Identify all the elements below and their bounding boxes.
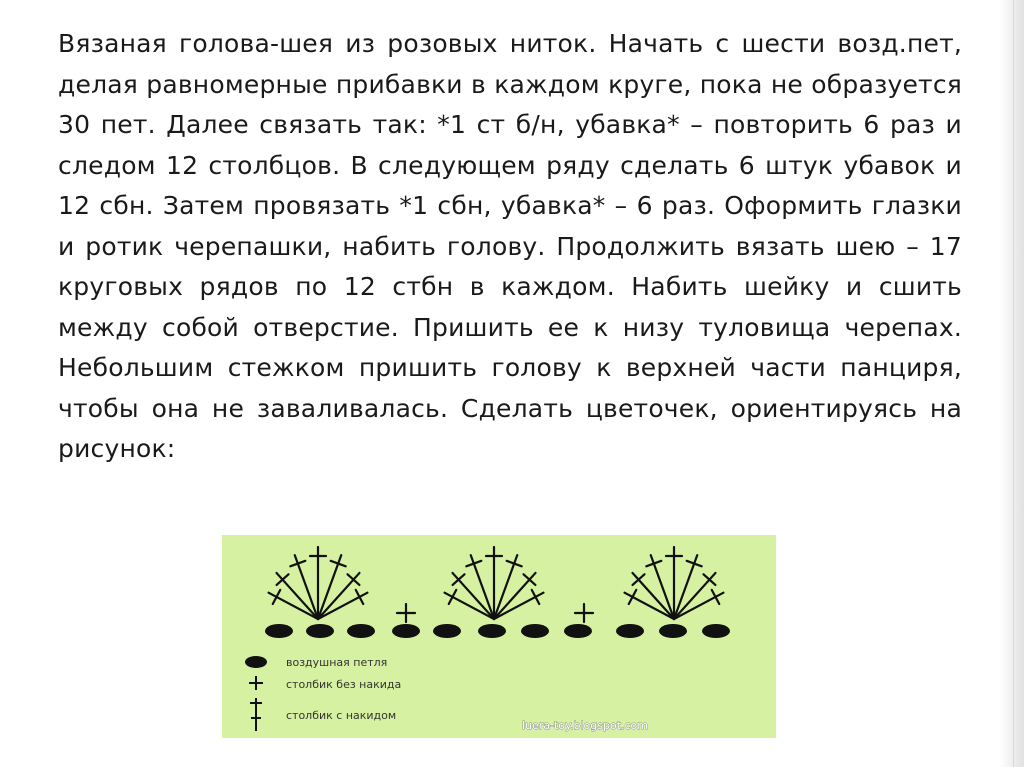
slide-edge-line xyxy=(1013,0,1014,767)
chain-stitch xyxy=(659,624,687,638)
chain-stitch xyxy=(306,624,334,638)
legend-single-crochet-symbol xyxy=(249,676,263,690)
crochet-flower-diagram xyxy=(222,535,776,738)
legend xyxy=(245,656,401,731)
slide-edge-shade xyxy=(1000,0,1024,767)
chain-stitch xyxy=(616,624,644,638)
chain-stitch xyxy=(433,624,461,638)
instructions-paragraph: Вязаная голова-шея из розовых ниток. Начать с шести возд.пет, делая равномерные прибавки в каждом круге, пока не образуется 30 пет. Далее связать так: *1 ст б/н, убавка* – повторить 6 раз и следом 12 столбцов. В следующем ряду сделать 6 штук убавок и 12 сбн. Затем провязать *1 сбн, убавка* – 6 раз. Оформить глазки и ротик черепашки, набить голову. Продолжить вязать шею – 17 круговых рядов по 12 стбн в каждом. Набить шейку и сшить между собой отверстие. Пришить ее к низу туловища черепах. Небольшим стежком пришить голову к верхней части панциря, чтобы она не заваливалась. Сделать цветочек, ориентируясь на рисунок: xyxy=(58,29,962,463)
legend-chain-label: воздушная петля xyxy=(286,656,388,669)
diagram-svg xyxy=(222,535,776,738)
chain-stitch xyxy=(265,624,293,638)
legend-chain-symbol xyxy=(245,656,267,668)
legend-single-crochet-label: столбик без накида xyxy=(286,678,402,691)
stitch-fans xyxy=(269,547,724,622)
watermark-text: luera-toy.blogspot.com xyxy=(522,719,649,732)
chain-stitch xyxy=(564,624,592,638)
chain-stitch xyxy=(702,624,730,638)
chain-stitch xyxy=(392,624,420,638)
chain-stitch xyxy=(521,624,549,638)
chain-stitch xyxy=(478,624,506,638)
legend-double-crochet-symbol xyxy=(250,698,262,731)
legend-double-crochet-label: столбик с накидом xyxy=(286,709,397,722)
chain-row xyxy=(265,624,730,638)
chain-stitch xyxy=(347,624,375,638)
